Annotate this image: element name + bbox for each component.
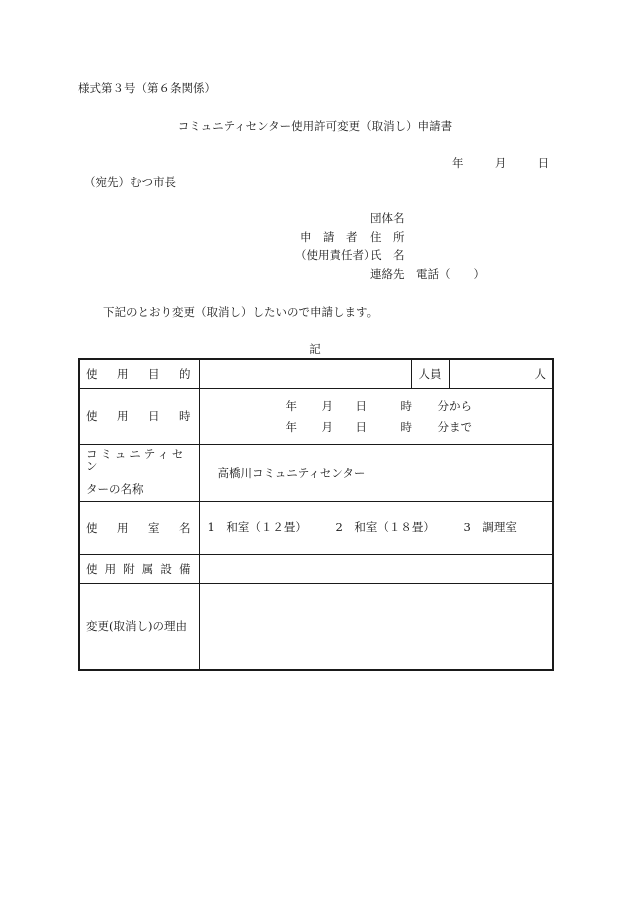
ki-heading: 記 [309,342,321,356]
row-equipment [79,554,553,583]
people-label: 人員 [411,359,449,388]
from-day: 日 [355,398,367,413]
equipment-char-5: 設 [160,561,172,576]
address-label: 住 所 [370,230,405,244]
room-char-1: 使 [86,520,98,535]
applicant-label: 申 請 者 [300,230,358,244]
people-unit[interactable]: 人 [449,359,553,388]
intro-text: 下記のとおり変更（取消し）したいので申請します。 [103,305,379,319]
center-name-cell [199,444,553,501]
reason-value-cell[interactable] [199,583,553,670]
responsible-label: （使用責任者） [295,248,376,262]
equipment-char-6: 備 [178,561,191,576]
form-title: コミュニティセンター使用許可変更（取消し）申請書 [177,119,453,133]
center-name: 高橋川コミュニティセンター [217,465,366,480]
to-month: 月 [321,419,333,434]
datetime-char-3: 日 [148,409,160,423]
room-char-4: 名 [179,520,191,535]
equipment-char-3: 附 [123,561,135,576]
purpose-value-cell[interactable] [199,359,411,388]
room-char-3: 室 [148,520,160,535]
datetime-char-2: 用 [117,409,129,423]
date-line [452,158,549,170]
datetime-label-cell [79,388,199,444]
from-hour: 時 [400,398,412,413]
center-label-line1: コミュニティセン [86,447,187,473]
equipment-label-cell [79,554,199,583]
equipment-char-4: 属 [141,561,154,576]
room-option-3[interactable]: 3 調理室 [463,519,517,534]
to-year: 年 [285,419,297,434]
purpose-char-2: 用 [117,366,129,381]
date-day: 日 [537,156,550,170]
datetime-char-1: 使 [86,409,98,423]
row-room [79,501,553,554]
room-option-1[interactable]: 1 和室（１２畳） [207,519,307,534]
to-hour: 時 [400,419,412,434]
from-month: 月 [321,398,333,413]
equipment-char-2: 用 [104,561,117,576]
datetime-char-4: 時 [179,409,191,423]
to-minute: 分まで [437,419,472,434]
room-label-cell [79,501,199,554]
contact-label: 連絡先 電話（ ） [370,267,485,281]
center-label-cell [79,444,199,501]
form-number: 様式第３号（第６条関係） [78,81,216,95]
purpose-char-1: 使 [86,366,98,381]
equipment-value-cell[interactable] [199,554,553,583]
room-options-cell[interactable] [199,501,553,554]
row-purpose [79,359,553,388]
reason-label-cell [79,583,199,670]
purpose-char-4: 的 [179,366,191,381]
reason-label: 変更(取消し)の理由 [86,619,187,634]
application-table [78,358,554,671]
from-year: 年 [285,398,297,413]
row-datetime [79,388,553,444]
datetime-value-cell[interactable] [199,388,553,444]
room-char-2: 用 [117,520,129,535]
room-option-2[interactable]: 2 和室（１８畳） [335,519,435,534]
to-day: 日 [355,419,367,434]
group-name-label: 団体名 [370,211,405,225]
purpose-char-3: 目 [148,366,160,381]
center-label-line2: ターの名称 [86,482,144,497]
from-minute: 分から [437,398,472,413]
addressee: （宛先）むつ市長 [84,175,176,189]
purpose-label-cell [79,359,199,388]
row-center [79,444,553,501]
date-month: 月 [494,156,507,170]
row-reason [79,583,553,670]
equipment-char-1: 使 [86,561,98,576]
date-year: 年 [452,156,464,170]
name-label: 氏 名 [370,248,405,262]
